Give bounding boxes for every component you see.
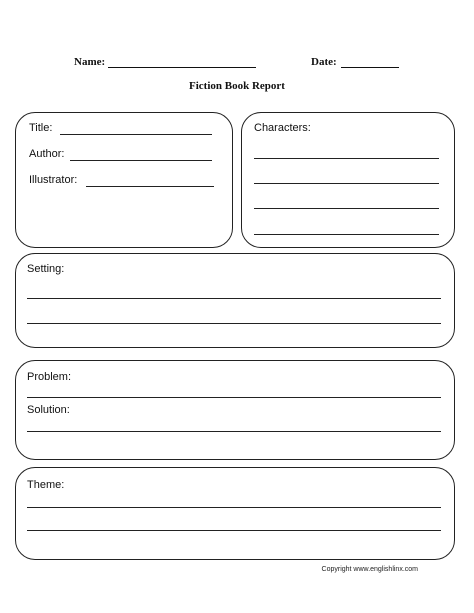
- author-field[interactable]: [70, 160, 212, 161]
- setting-line-2[interactable]: [27, 323, 441, 324]
- characters-line-1[interactable]: [254, 158, 439, 159]
- solution-line[interactable]: [27, 431, 441, 432]
- characters-line-2[interactable]: [254, 183, 439, 184]
- theme-box: [15, 467, 455, 560]
- title-field[interactable]: [60, 134, 212, 135]
- setting-line-1[interactable]: [27, 298, 441, 299]
- illustrator-label: Illustrator:: [29, 174, 78, 186]
- theme-label: Theme:: [27, 479, 65, 491]
- theme-line-1[interactable]: [27, 507, 441, 508]
- name-field[interactable]: [108, 67, 256, 68]
- date-label: Date:: [311, 56, 337, 68]
- date-field[interactable]: [341, 67, 399, 68]
- illustrator-field[interactable]: [86, 186, 214, 187]
- characters-line-4[interactable]: [254, 234, 439, 235]
- name-label: Name:: [74, 56, 106, 68]
- setting-box: [15, 253, 455, 348]
- problem-solution-box: [15, 360, 455, 460]
- problem-label: Problem:: [27, 371, 72, 383]
- page-title: Fiction Book Report: [189, 80, 285, 92]
- title-label: Title:: [29, 122, 53, 134]
- problem-line[interactable]: [27, 397, 441, 398]
- theme-line-2[interactable]: [27, 530, 441, 531]
- setting-label: Setting:: [27, 263, 65, 275]
- solution-label: Solution:: [27, 404, 70, 416]
- characters-label: Characters:: [254, 122, 311, 134]
- characters-line-3[interactable]: [254, 208, 439, 209]
- author-label: Author:: [29, 148, 65, 160]
- copyright-text: Copyright www.englishlinx.com: [321, 566, 418, 573]
